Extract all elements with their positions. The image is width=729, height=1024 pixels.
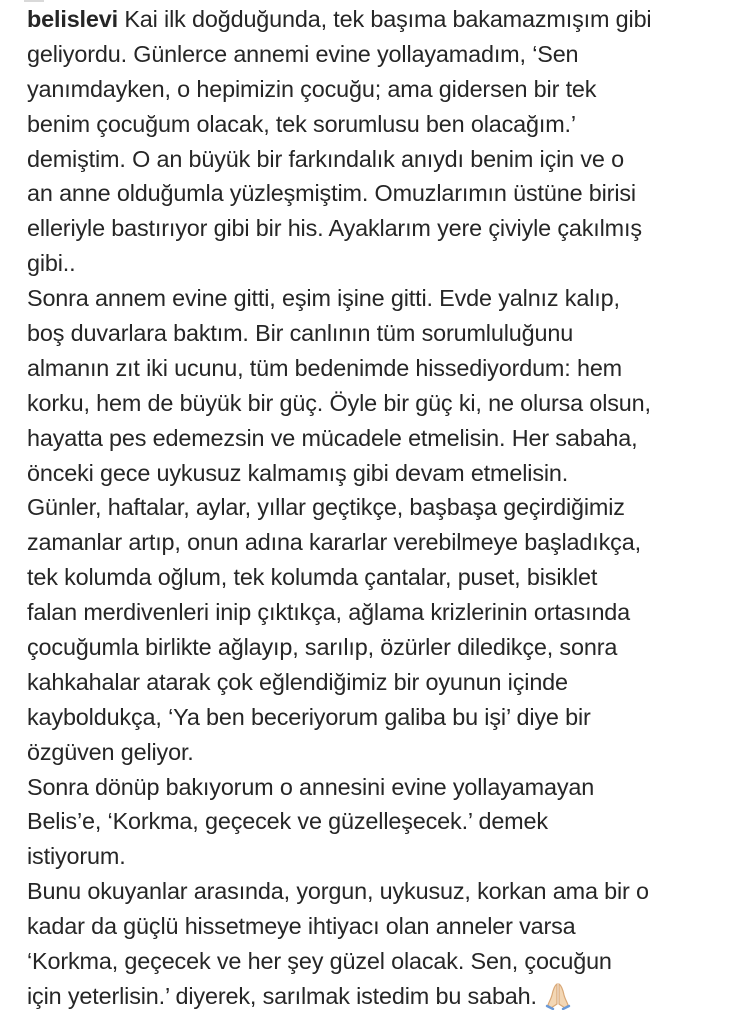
caption-line: istiyorum. (27, 843, 126, 870)
caption-line: çocuğumla birlikte ağlayıp, sarılıp, özürler diledikçe, sonra (27, 634, 618, 661)
caption-line-1 (27, 2, 717, 37)
caption-line: benim çocuğum olacak, tek sorumlusu ben olacağım.’ (27, 110, 576, 137)
caption-line: demiştim. O an büyük bir farkındalık anıydı benim için ve o (27, 145, 624, 172)
username-link[interactable]: belislevi (27, 6, 118, 32)
caption-line: Bunu okuyanlar arasında, yorgun, uykusuz, korkan ama bir o (27, 878, 649, 905)
caption-line: yanımdayken, o hepimizin çocuğu; ama gidersen bir tek (27, 75, 597, 102)
caption-line: zamanlar artıp, onun adına kararlar verebilmeye başladıkça, (27, 529, 641, 556)
caption-text: için yeterlisin.’ diyerek, sarılmak istedim bu sabah. (27, 982, 537, 1009)
caption-line: hayatta pes edemezsin ve mücadele etmelisin. Her sabaha, (27, 424, 638, 451)
caption-line: almanın zıt iki ucunu, tüm bedenimde hissediyordum: hem (27, 354, 623, 381)
caption-text: Kai ilk doğduğunda, tek başıma bakamazmışım gibi (117, 6, 652, 32)
caption-line: Belis’e, ‘Korkma, geçecek ve güzelleşecek.’ demek (27, 808, 548, 835)
caption-line: gibi.. (27, 250, 76, 277)
post-caption (27, 2, 717, 1014)
caption-line: Günler, haftalar, aylar, yıllar geçtikçe, başbaşa geçirdiğimiz (27, 494, 625, 521)
caption-line: kayboldukça, ‘Ya ben beceriyorum galiba bu işi’ diye bir (27, 703, 591, 730)
caption-line: falan merdivenleri inip çıktıkça, ağlama krizlerinin ortasında (27, 599, 631, 626)
caption-line: geliyordu. Günlerce annemi evine yollayamadım, ‘Sen (27, 40, 579, 67)
folded-hands-icon (545, 982, 571, 1020)
caption-line: Sonra annem evine gitti, eşim işine gitti. Evde yalnız kalıp, (27, 285, 620, 312)
caption-line: ‘Korkma, geçecek ve her şey güzel olacak. Sen, çocuğun (27, 948, 612, 975)
caption-last-line (27, 979, 717, 1014)
caption-line: Sonra dönüp bakıyorum o annesini evine yollayamayan (27, 773, 595, 800)
caption-line: boş duvarlara baktım. Bir canlının tüm sorumluluğunu (27, 320, 574, 347)
caption-line: korku, hem de büyük bir güç. Öyle bir güç ki, ne olursa olsun, (27, 389, 651, 416)
caption-line: an anne olduğumla yüzleşmiştim. Omuzlarımın üstüne birisi (27, 180, 636, 207)
caption-line: önceki gece uykusuz kalmamış gibi devam etmelisin. (27, 459, 569, 486)
caption-line: kahkahalar atarak çok eğlendiğimiz bir oyunun içinde (27, 668, 568, 695)
caption-line: tek kolumda oğlum, tek kolumda çantalar, puset, bisiklet (27, 564, 598, 591)
caption-line: özgüven geliyor. (27, 738, 194, 765)
caption-line: elleriyle bastırıyor gibi bir his. Ayaklarım yere çiviyle çakılmış (27, 215, 642, 242)
caption-line: kadar da güçlü hissetmeye ihtiyacı olan anneler varsa (27, 913, 576, 940)
